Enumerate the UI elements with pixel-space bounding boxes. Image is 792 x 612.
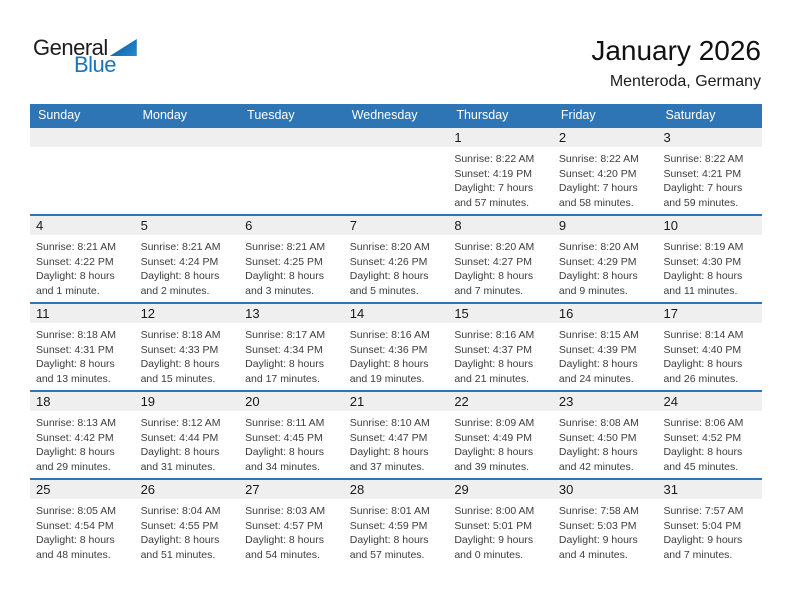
- day-number: 24: [657, 392, 762, 411]
- day-number: 2: [553, 128, 658, 147]
- day-number: 9: [553, 216, 658, 235]
- day-detail-line: Sunset: 4:31 PM: [36, 343, 114, 356]
- empty-cell: [135, 128, 240, 214]
- day-detail-line: Daylight: 7 hours: [558, 182, 638, 194]
- month-title: January 2026: [591, 35, 761, 66]
- day-detail-line: and 59 minutes.: [663, 196, 739, 209]
- day-detail-line: Daylight: 8 hours: [36, 358, 115, 370]
- day-details: [239, 323, 344, 386]
- empty-cell: [239, 128, 344, 214]
- day-details: [553, 147, 658, 210]
- day-detail-line: Sunset: 4:42 PM: [36, 431, 114, 444]
- day-detail-line: Sunset: 4:33 PM: [140, 343, 219, 356]
- day-details: [657, 499, 762, 562]
- day-detail-line: Sunrise: 8:13 AM: [36, 417, 116, 429]
- day-number: 20: [239, 392, 344, 411]
- day-detail-line: Daylight: 8 hours: [36, 534, 115, 546]
- logo-text-general: General: [33, 35, 108, 60]
- day-cell: [553, 128, 658, 214]
- day-number: 18: [30, 392, 135, 411]
- day-details: [239, 411, 344, 474]
- day-number: 16: [553, 304, 658, 323]
- day-detail-line: and 34 minutes.: [245, 460, 320, 473]
- day-detail-line: Daylight: 8 hours: [663, 270, 743, 282]
- weekday-header-saturday: Saturday: [665, 108, 716, 122]
- day-cell: [553, 304, 658, 390]
- day-detail-line: Sunrise: 8:21 AM: [245, 241, 326, 253]
- day-details: [448, 499, 553, 562]
- day-details: [344, 499, 449, 562]
- day-detail-line: Sunset: 4:37 PM: [454, 343, 532, 356]
- day-cell: [657, 128, 762, 214]
- day-detail-line: Sunrise: 8:08 AM: [558, 417, 639, 429]
- day-detail-line: Daylight: 8 hours: [558, 358, 638, 370]
- week-row: [30, 390, 762, 478]
- day-number: 29: [448, 480, 553, 499]
- day-cell: [239, 480, 344, 566]
- weekday-header-tuesday: Tuesday: [247, 108, 295, 122]
- day-number: 23: [553, 392, 658, 411]
- day-detail-line: Daylight: 8 hours: [140, 270, 220, 282]
- day-detail-line: Sunrise: 8:22 AM: [558, 153, 639, 165]
- day-cell: [239, 216, 344, 302]
- week-row: [30, 302, 762, 390]
- day-number: 1: [448, 128, 553, 147]
- location-subtitle: Menteroda, Germany: [609, 73, 761, 90]
- day-details: [553, 323, 658, 386]
- day-details: [448, 323, 553, 386]
- day-number: 10: [657, 216, 762, 235]
- day-details: [135, 323, 240, 386]
- day-detail-line: Daylight: 8 hours: [349, 534, 429, 546]
- day-detail-line: and 57 minutes.: [454, 196, 530, 209]
- day-detail-line: Sunrise: 8:16 AM: [454, 329, 535, 341]
- day-detail-line: Sunrise: 8:19 AM: [663, 241, 744, 253]
- day-number: 3: [657, 128, 762, 147]
- day-detail-line: Sunset: 4:49 PM: [454, 431, 532, 444]
- day-detail-line: and 29 minutes.: [36, 460, 111, 473]
- day-detail-line: and 58 minutes.: [558, 196, 634, 209]
- day-detail-line: Daylight: 8 hours: [454, 358, 534, 370]
- day-detail-line: Sunrise: 8:14 AM: [663, 329, 744, 341]
- day-detail-line: and 42 minutes.: [558, 460, 634, 473]
- day-detail-line: Sunrise: 8:18 AM: [36, 329, 116, 341]
- day-detail-line: Daylight: 8 hours: [454, 270, 534, 282]
- day-detail-line: Sunset: 4:52 PM: [663, 431, 742, 444]
- day-detail-line: and 13 minutes.: [36, 372, 111, 385]
- day-detail-line: Sunrise: 8:05 AM: [36, 505, 116, 517]
- day-detail-line: Daylight: 9 hours: [663, 534, 743, 546]
- day-number: 13: [239, 304, 344, 323]
- day-details: [30, 411, 135, 474]
- day-detail-line: Sunset: 4:26 PM: [349, 255, 428, 268]
- day-number: [344, 128, 449, 147]
- day-detail-line: and 7 minutes.: [454, 284, 524, 297]
- day-detail-line: and 11 minutes.: [663, 284, 738, 297]
- day-detail-line: Daylight: 8 hours: [140, 446, 220, 458]
- day-detail-line: Sunrise: 8:20 AM: [558, 241, 639, 253]
- day-cell: [657, 216, 762, 302]
- day-detail-line: Sunrise: 8:01 AM: [349, 505, 430, 517]
- day-detail-line: Daylight: 8 hours: [36, 446, 115, 458]
- weeks-container: [30, 126, 762, 566]
- week-row: [30, 126, 762, 214]
- day-number: 26: [135, 480, 240, 499]
- day-detail-line: and 4 minutes.: [558, 548, 628, 561]
- day-cell: [657, 392, 762, 478]
- day-detail-line: Sunrise: 8:11 AM: [245, 417, 325, 429]
- general-blue-logo: [33, 37, 137, 76]
- day-detail-line: Daylight: 8 hours: [349, 358, 429, 370]
- weekday-header-monday: Monday: [142, 108, 188, 122]
- day-detail-line: and 17 minutes.: [245, 372, 320, 385]
- day-detail-line: Sunset: 4:29 PM: [558, 255, 637, 268]
- day-detail-line: Sunset: 4:44 PM: [140, 431, 219, 444]
- day-detail-line: and 2 minutes.: [140, 284, 210, 297]
- day-detail-line: Daylight: 8 hours: [663, 358, 743, 370]
- day-detail-line: and 15 minutes.: [140, 372, 216, 385]
- day-details: [30, 323, 135, 386]
- day-number: 21: [344, 392, 449, 411]
- day-detail-line: and 19 minutes.: [349, 372, 425, 385]
- day-detail-line: Sunset: 4:40 PM: [663, 343, 742, 356]
- day-cell: [135, 480, 240, 566]
- day-detail-line: Sunset: 4:21 PM: [663, 167, 742, 180]
- day-detail-line: Sunset: 4:25 PM: [245, 255, 323, 268]
- day-detail-line: Sunrise: 7:58 AM: [558, 505, 639, 517]
- day-cell: [135, 392, 240, 478]
- day-detail-line: Sunset: 4:22 PM: [36, 255, 114, 268]
- day-detail-line: Sunset: 4:36 PM: [349, 343, 428, 356]
- day-detail-line: Sunrise: 8:21 AM: [36, 241, 116, 253]
- day-cell: [344, 392, 449, 478]
- day-details: [30, 235, 135, 298]
- day-detail-line: Sunrise: 8:20 AM: [349, 241, 430, 253]
- day-cell: [657, 480, 762, 566]
- day-number: 7: [344, 216, 449, 235]
- day-cell: [657, 304, 762, 390]
- day-detail-line: Daylight: 9 hours: [454, 534, 534, 546]
- day-number: 22: [448, 392, 553, 411]
- day-detail-line: Sunset: 5:01 PM: [454, 519, 532, 532]
- day-number: 8: [448, 216, 553, 235]
- day-details: [553, 499, 658, 562]
- day-detail-line: Daylight: 8 hours: [454, 446, 534, 458]
- day-detail-line: and 54 minutes.: [245, 548, 320, 561]
- day-number: [135, 128, 240, 147]
- day-detail-line: and 9 minutes.: [558, 284, 628, 297]
- day-detail-line: Daylight: 8 hours: [140, 358, 220, 370]
- weekday-header-friday: Friday: [560, 108, 596, 122]
- day-detail-line: Sunset: 4:55 PM: [140, 519, 219, 532]
- day-detail-line: Sunrise: 8:15 AM: [558, 329, 639, 341]
- day-detail-line: and 0 minutes.: [454, 548, 524, 561]
- day-number: 28: [344, 480, 449, 499]
- day-cell: [135, 216, 240, 302]
- day-detail-line: Sunrise: 8:04 AM: [140, 505, 221, 517]
- day-cell: [448, 304, 553, 390]
- day-details: [553, 411, 658, 474]
- day-details: [448, 411, 553, 474]
- day-detail-line: Daylight: 7 hours: [454, 182, 534, 194]
- day-detail-line: Sunset: 4:50 PM: [558, 431, 637, 444]
- day-detail-line: Daylight: 8 hours: [349, 446, 429, 458]
- day-detail-line: Sunset: 4:59 PM: [349, 519, 428, 532]
- day-cell: [344, 480, 449, 566]
- day-detail-line: Daylight: 7 hours: [663, 182, 743, 194]
- empty-cell: [344, 128, 449, 214]
- day-number: [30, 128, 135, 147]
- day-details: [135, 235, 240, 298]
- day-detail-line: Sunrise: 8:22 AM: [663, 153, 744, 165]
- empty-cell: [30, 128, 135, 214]
- day-detail-line: Daylight: 9 hours: [558, 534, 638, 546]
- day-number: 27: [239, 480, 344, 499]
- day-detail-line: Daylight: 8 hours: [36, 270, 115, 282]
- day-details: [448, 147, 553, 210]
- day-detail-line: Sunset: 4:24 PM: [140, 255, 219, 268]
- day-detail-line: Daylight: 8 hours: [245, 270, 324, 282]
- day-details: [657, 323, 762, 386]
- day-detail-line: Daylight: 8 hours: [558, 446, 638, 458]
- day-number: 31: [657, 480, 762, 499]
- day-detail-line: and 7 minutes.: [663, 548, 733, 561]
- day-details: [239, 235, 344, 298]
- day-detail-line: and 1 minute.: [36, 284, 100, 297]
- day-details: [657, 411, 762, 474]
- header-titles: [591, 36, 761, 91]
- day-detail-line: Daylight: 8 hours: [245, 358, 324, 370]
- day-detail-line: and 21 minutes.: [454, 372, 530, 385]
- day-detail-line: Sunset: 4:54 PM: [36, 519, 114, 532]
- calendar-grid: [30, 104, 762, 566]
- day-details: [135, 499, 240, 562]
- day-cell: [553, 392, 658, 478]
- day-detail-line: Sunrise: 7:57 AM: [663, 505, 744, 517]
- day-details: [553, 235, 658, 298]
- day-cell: [30, 304, 135, 390]
- day-detail-line: Sunset: 4:27 PM: [454, 255, 532, 268]
- day-cell: [553, 480, 658, 566]
- day-cell: [239, 304, 344, 390]
- day-detail-line: and 3 minutes.: [245, 284, 315, 297]
- day-cell: [344, 304, 449, 390]
- day-number: 6: [239, 216, 344, 235]
- day-number: 5: [135, 216, 240, 235]
- day-details: [344, 235, 449, 298]
- day-number: [239, 128, 344, 147]
- day-cell: [448, 392, 553, 478]
- week-row: [30, 214, 762, 302]
- day-detail-line: Sunset: 4:45 PM: [245, 431, 323, 444]
- day-cell: [553, 216, 658, 302]
- day-detail-line: Daylight: 8 hours: [245, 446, 324, 458]
- day-details: [657, 147, 762, 210]
- day-detail-line: and 37 minutes.: [349, 460, 425, 473]
- day-cell: [30, 480, 135, 566]
- day-number: 14: [344, 304, 449, 323]
- day-details: [657, 235, 762, 298]
- week-row: [30, 478, 762, 566]
- day-number: 15: [448, 304, 553, 323]
- day-detail-line: Sunrise: 8:16 AM: [349, 329, 430, 341]
- day-detail-line: and 24 minutes.: [558, 372, 634, 385]
- day-number: 4: [30, 216, 135, 235]
- day-detail-line: Daylight: 8 hours: [558, 270, 638, 282]
- day-detail-line: Sunset: 4:20 PM: [558, 167, 637, 180]
- logo-text-blue: Blue: [74, 52, 117, 77]
- day-detail-line: Sunset: 5:03 PM: [558, 519, 637, 532]
- day-number: 17: [657, 304, 762, 323]
- day-cell: [30, 392, 135, 478]
- day-cell: [344, 216, 449, 302]
- day-detail-line: Sunrise: 8:20 AM: [454, 241, 535, 253]
- day-detail-line: Sunset: 4:47 PM: [349, 431, 428, 444]
- day-detail-line: Daylight: 8 hours: [245, 534, 324, 546]
- logo-triangle-icon: [110, 39, 137, 56]
- day-detail-line: Sunrise: 8:21 AM: [140, 241, 221, 253]
- day-detail-line: Sunrise: 8:17 AM: [245, 329, 326, 341]
- day-cell: [448, 128, 553, 214]
- day-detail-line: and 26 minutes.: [663, 372, 739, 385]
- weekday-header-thursday: Thursday: [456, 108, 509, 122]
- day-detail-line: and 39 minutes.: [454, 460, 530, 473]
- weekday-header-row: [30, 104, 762, 126]
- day-details: [30, 499, 135, 562]
- day-details: [448, 235, 553, 298]
- day-number: 12: [135, 304, 240, 323]
- day-detail-line: Sunset: 4:39 PM: [558, 343, 637, 356]
- day-detail-line: Sunrise: 8:18 AM: [140, 329, 221, 341]
- day-cell: [448, 480, 553, 566]
- day-details: [344, 323, 449, 386]
- day-detail-line: Sunrise: 8:10 AM: [349, 417, 430, 429]
- day-detail-line: Sunrise: 8:22 AM: [454, 153, 535, 165]
- day-cell: [239, 392, 344, 478]
- day-detail-line: Daylight: 8 hours: [349, 270, 429, 282]
- day-detail-line: and 51 minutes.: [140, 548, 216, 561]
- day-cell: [30, 216, 135, 302]
- day-detail-line: and 31 minutes.: [140, 460, 216, 473]
- day-detail-line: Sunrise: 8:09 AM: [454, 417, 535, 429]
- day-detail-line: Sunrise: 8:06 AM: [663, 417, 744, 429]
- day-cell: [135, 304, 240, 390]
- day-detail-line: Daylight: 8 hours: [663, 446, 743, 458]
- day-detail-line: Sunset: 4:57 PM: [245, 519, 323, 532]
- day-detail-line: Sunset: 5:04 PM: [663, 519, 742, 532]
- weekday-header-wednesday: Wednesday: [351, 108, 418, 122]
- day-detail-line: Sunrise: 8:00 AM: [454, 505, 535, 517]
- day-detail-line: and 45 minutes.: [663, 460, 739, 473]
- day-detail-line: and 48 minutes.: [36, 548, 111, 561]
- day-number: 30: [553, 480, 658, 499]
- day-details: [344, 411, 449, 474]
- day-number: 19: [135, 392, 240, 411]
- day-detail-line: Sunset: 4:19 PM: [454, 167, 532, 180]
- day-detail-line: Sunrise: 8:12 AM: [140, 417, 221, 429]
- weekday-header-sunday: Sunday: [38, 108, 81, 122]
- day-detail-line: and 57 minutes.: [349, 548, 425, 561]
- day-details: [135, 411, 240, 474]
- day-cell: [448, 216, 553, 302]
- day-details: [239, 499, 344, 562]
- day-detail-line: Sunrise: 8:03 AM: [245, 505, 326, 517]
- day-number: 25: [30, 480, 135, 499]
- day-detail-line: Daylight: 8 hours: [140, 534, 220, 546]
- day-number: 11: [30, 304, 135, 323]
- day-detail-line: Sunset: 4:30 PM: [663, 255, 742, 268]
- day-detail-line: Sunset: 4:34 PM: [245, 343, 323, 356]
- day-detail-line: and 5 minutes.: [349, 284, 419, 297]
